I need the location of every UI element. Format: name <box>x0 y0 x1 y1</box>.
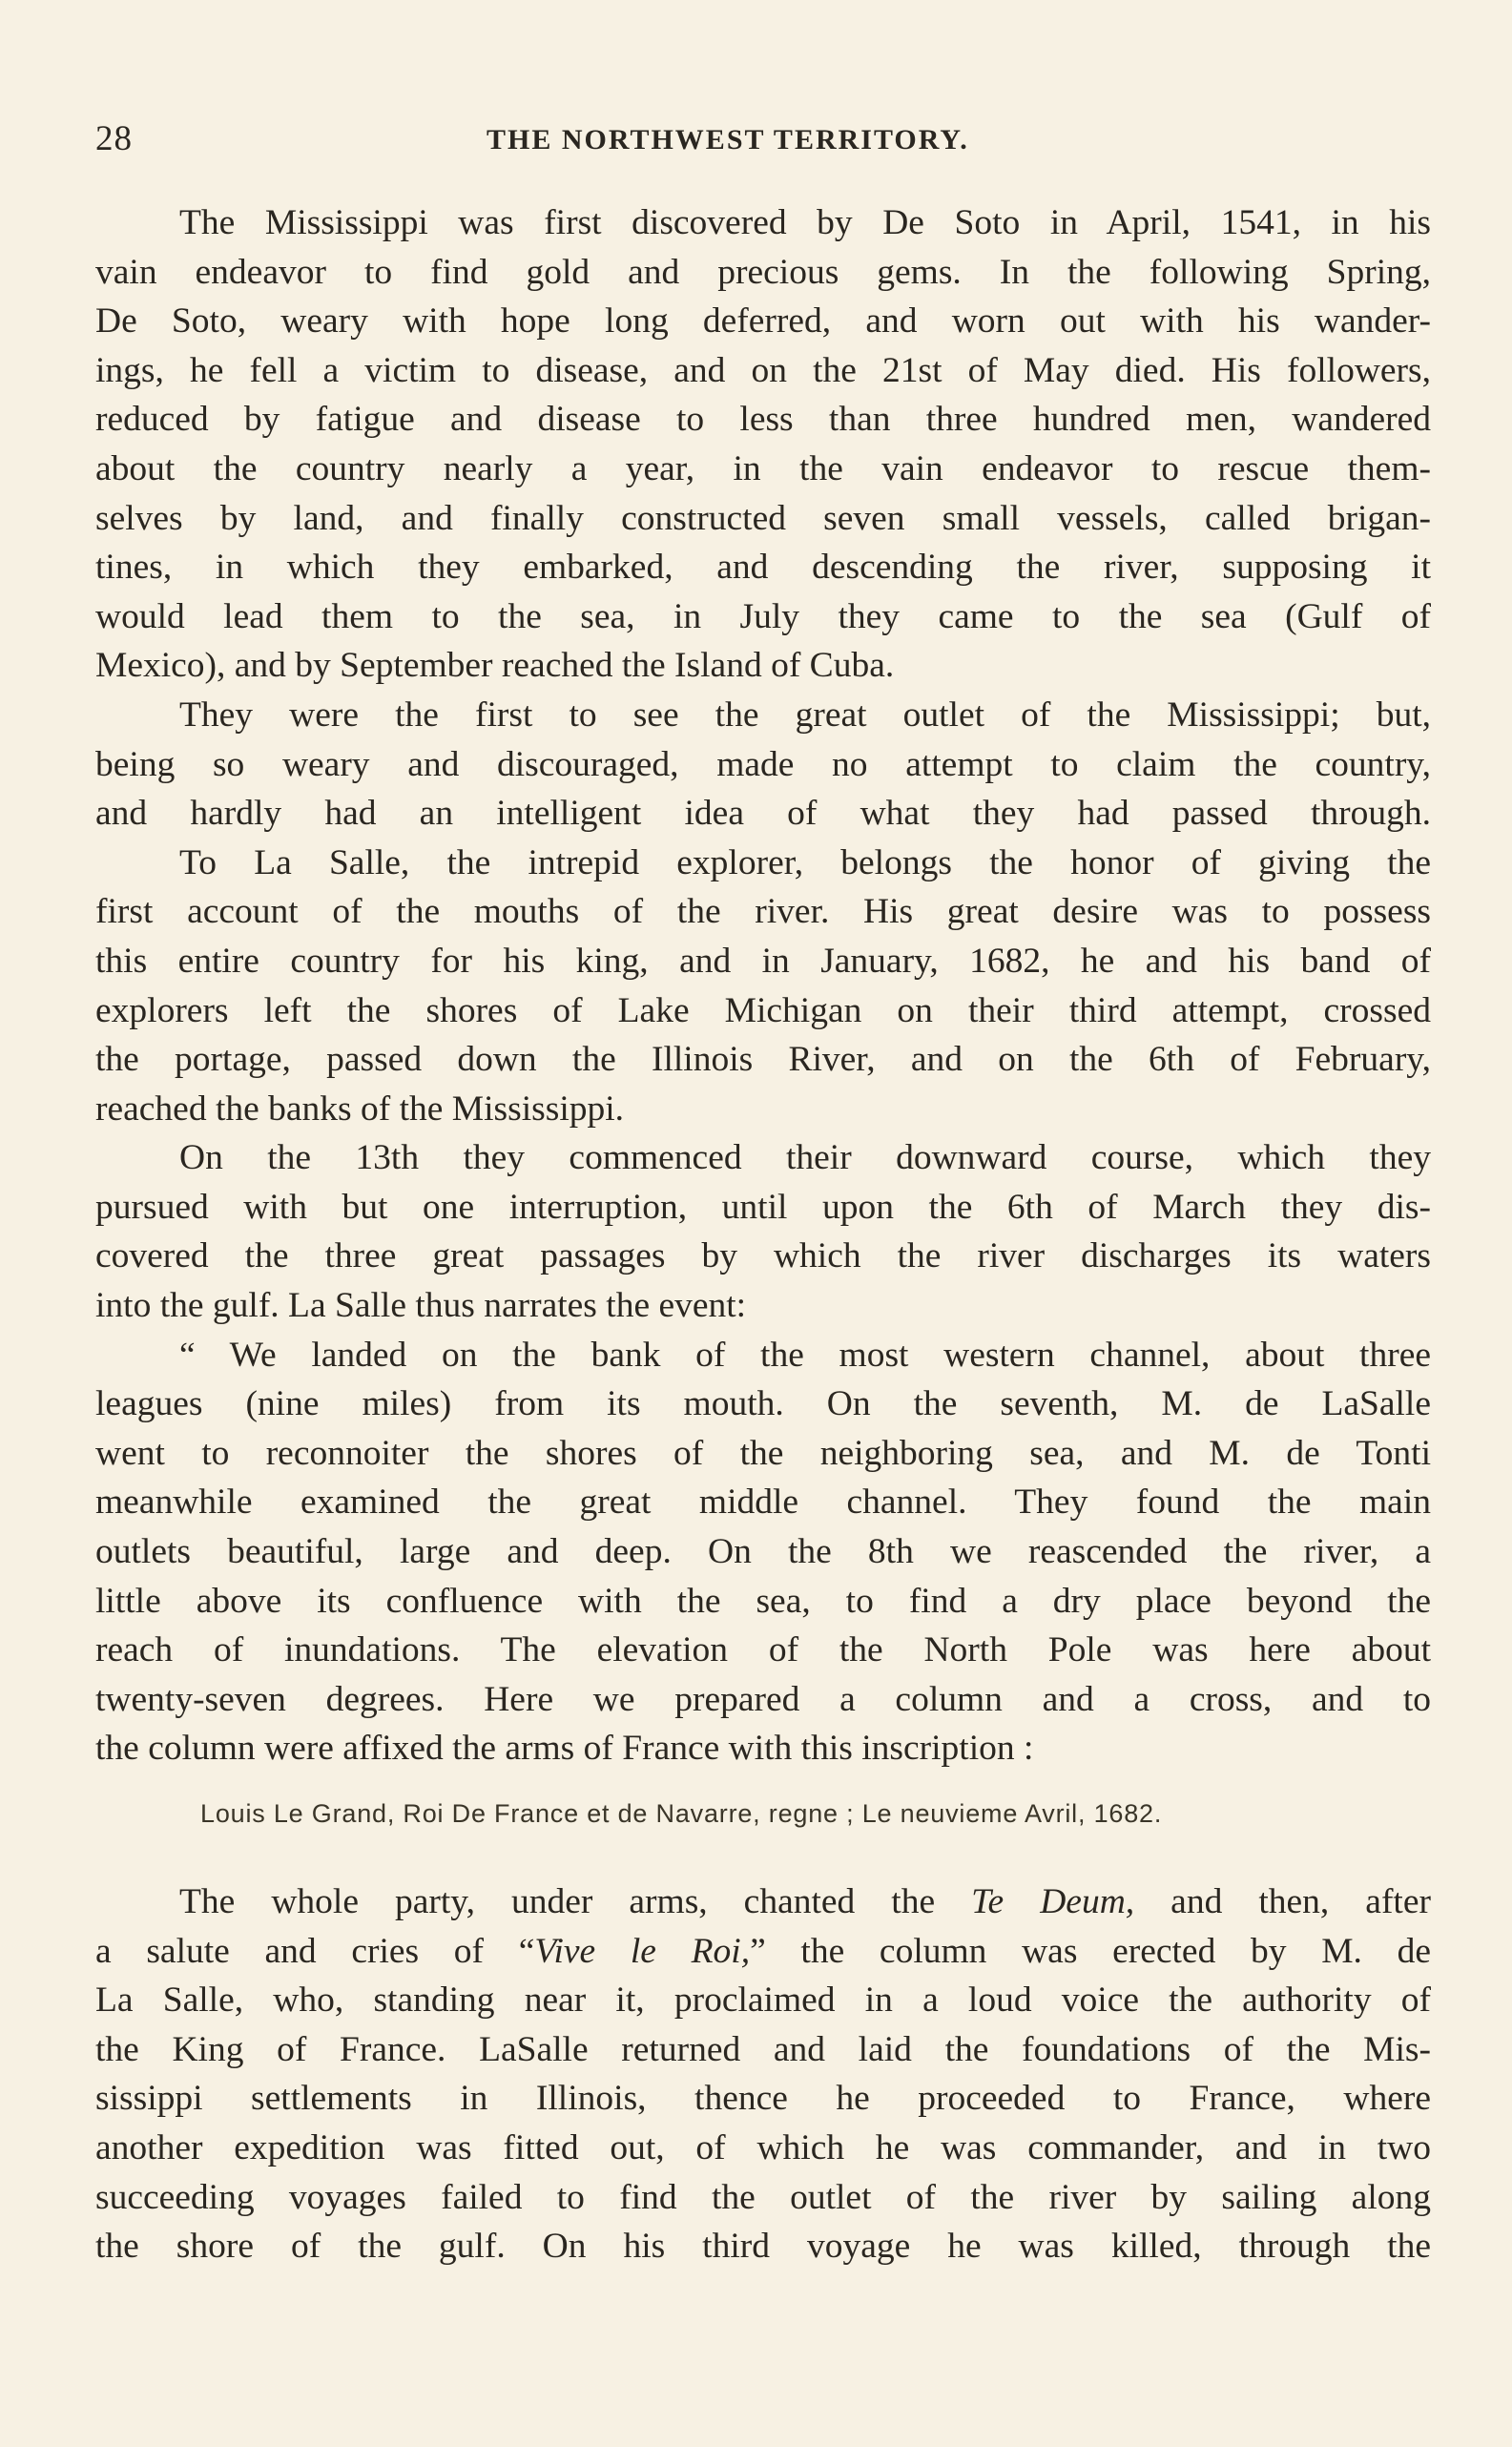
text-line: La Salle, who, standing near it, proclaimed in a loud voice the authority of <box>95 1980 1431 2021</box>
text-line: reached the banks of the Mississippi. <box>95 1089 625 1129</box>
page-number: 28 <box>95 119 133 158</box>
text-line: On the 13th they commenced their downward course, which they <box>179 1138 1431 1178</box>
body-text-lower <box>95 1877 1431 2271</box>
text-line: tines, in which they embarked, and descending the river, supposing it <box>95 548 1431 588</box>
text-line: covered the three great passages by which the river discharges its waters <box>95 1236 1431 1276</box>
text-line: first account of the mouths of the river. His great desire was to possess <box>95 892 1431 932</box>
text-line: succeeding voyages failed to find the outlet of the river by sailing along <box>95 2177 1431 2217</box>
text-line: sissippi settlements in Illinois, thence he proceeded to France, where <box>95 2079 1431 2119</box>
text-segment: a salute and cries of “ <box>95 1931 535 1971</box>
text-line: They were the first to see the great outlet of the Mississippi; but, <box>179 695 1431 735</box>
text-segment: ” the column was erected by M. de <box>750 1931 1432 1971</box>
text-line <box>95 1877 1431 1927</box>
text-line: went to reconnoiter the shores of the neighboring sea, and M. de Tonti <box>95 1433 1431 1473</box>
text-line: “ We landed on the bank of the most western channel, about three <box>179 1335 1431 1375</box>
text-line: To La Salle, the intrepid explorer, belongs the honor of giving the <box>179 842 1431 882</box>
text-line: meanwhile examined the great middle channel. They found the main <box>95 1483 1431 1523</box>
text-line: Mexico), and by September reached the Island of Cuba. <box>95 646 895 686</box>
text-line: would lead them to the sea, in July they came to the sea (Gulf of <box>95 596 1431 636</box>
running-head-title: THE NORTHWEST TERRITORY. <box>487 124 969 156</box>
text-line: vain endeavor to find gold and precious gems. In the following Spring, <box>95 252 1431 292</box>
running-head <box>95 118 1431 162</box>
inscription: Louis Le Grand, Roi De France et de Navarre, regne ; Le neuvieme Avril, 1682. <box>200 1799 1163 1828</box>
text-line: this entire country for his king, and in January, 1682, he and his band of <box>95 941 1431 981</box>
text-line: being so weary and discouraged, made no attempt to claim the country, <box>95 744 1431 784</box>
text-line: reach of inundations. The elevation of the North Pole was here about <box>95 1630 1431 1670</box>
text-line: about the country nearly a year, in the vain endeavor to rescue them- <box>95 448 1431 488</box>
text-line: the shore of the gulf. On his third voyage he was killed, through the <box>95 2227 1431 2267</box>
text-line: explorers left the shores of Lake Michigan on their third attempt, crossed <box>95 990 1431 1030</box>
text-line: ings, he fell a victim to disease, and on the 21st of May died. His followers, <box>95 350 1431 390</box>
text-segment: The whole party, under arms, chanted the <box>179 1882 972 1921</box>
text-line: The Mississippi was first discovered by De Soto in April, 1541, in his <box>179 203 1431 242</box>
italic-phrase: Vive le Roi, <box>534 1931 751 1971</box>
text-line: the King of France. LaSalle returned and laid the foundations of the Mis- <box>95 2029 1431 2069</box>
text-line: De Soto, weary with hope long deferred, and worn out with his wander- <box>95 301 1431 342</box>
text-line: selves by land, and finally constructed seven small vessels, called brigan- <box>95 498 1431 538</box>
text-line <box>95 1927 1431 1977</box>
text-line: the portage, passed down the Illinois River, and on the 6th of February, <box>95 1040 1431 1080</box>
text-line: little above its confluence with the sea, to find a dry place beyond the <box>95 1581 1431 1621</box>
text-line: outlets beautiful, large and deep. On the 8th we reascended the river, a <box>95 1532 1431 1572</box>
text-line: reduced by fatigue and disease to less than three hundred men, wandered <box>95 400 1431 440</box>
text-line: into the gulf. La Salle thus narrates the event: <box>95 1286 747 1326</box>
text-line: pursued with but one interruption, until upon the 6th of March they dis- <box>95 1187 1431 1227</box>
text-line: another expedition was fitted out, of which he was commander, and in two <box>95 2127 1431 2167</box>
text-line: leagues (nine miles) from its mouth. On the seventh, M. de LaSalle <box>95 1384 1431 1424</box>
text-segment: and then, after <box>1134 1882 1431 1921</box>
text-line: the column were affixed the arms of France with this inscription : <box>95 1729 1034 1769</box>
text-line: twenty-seven degrees. Here we prepared a column and a cross, and to <box>95 1679 1431 1719</box>
italic-phrase: Te Deum, <box>971 1882 1135 1921</box>
text-line: and hardly had an intelligent idea of what they had passed through. <box>95 794 1431 834</box>
body-text-upper <box>95 198 1431 1773</box>
